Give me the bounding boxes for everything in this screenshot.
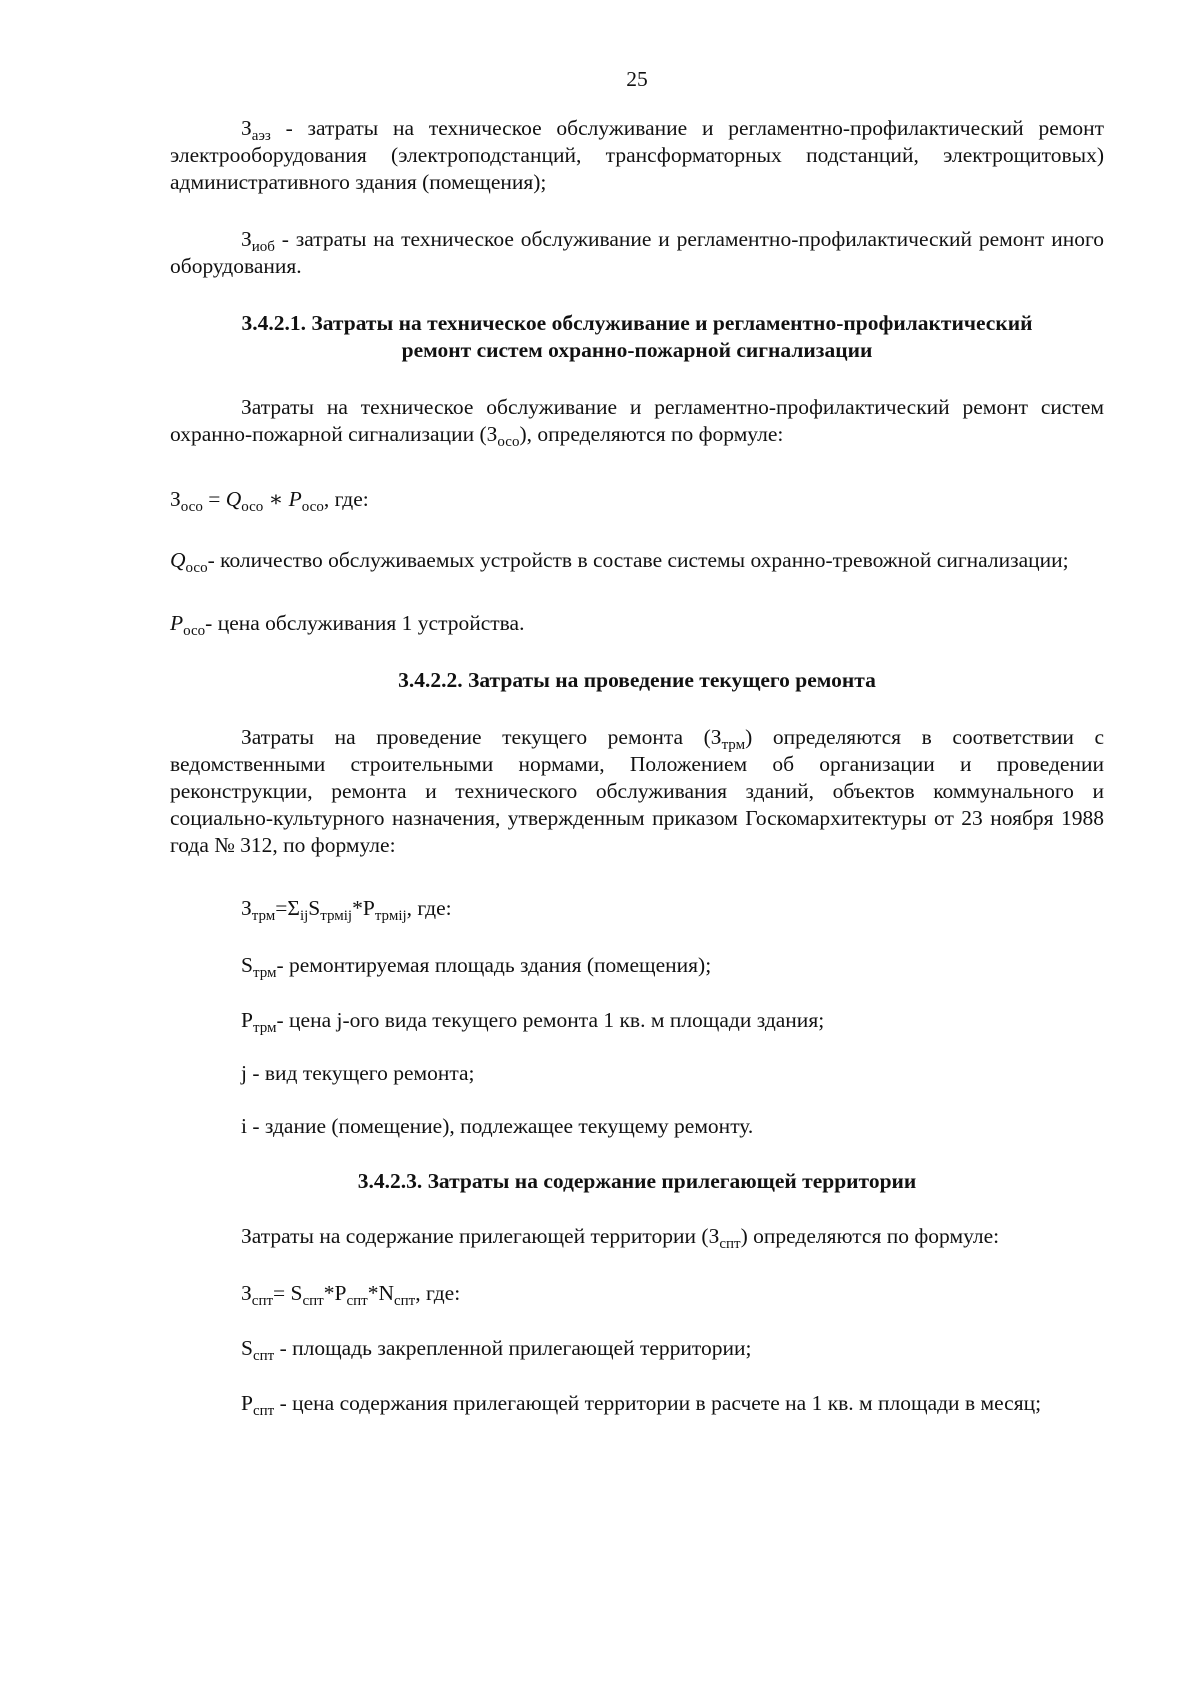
definition-text: - затраты на техническое обслуживание и регламентно-профилактический ремонт иного оборудования. xyxy=(170,227,1104,278)
heading-line: 3.4.2.1. Затраты на техническое обслуживание и регламентно-профилактический xyxy=(241,311,1033,335)
formula-part: *P xyxy=(323,1281,347,1305)
formula-subscript: осо xyxy=(241,499,264,515)
section-heading-3-4-2-2: 3.4.2.2. Затраты на проведение текущего ремонта xyxy=(398,668,876,692)
symbol: З xyxy=(708,1224,720,1248)
symbol-subscript: спт xyxy=(719,1236,741,1252)
definition-text: - цена содержания прилегающей территории в расчете на 1 кв. м площади в месяц; xyxy=(274,1391,1042,1415)
symbol-subscript: трм xyxy=(252,965,277,981)
definition-text: - площадь закрепленной прилегающей территории; xyxy=(274,1336,752,1360)
paragraph-text: Затраты на техническое обслуживание и регламентно-профилактический ремонт систем охранно-пожарной сигнализации ( xyxy=(170,395,1104,446)
definition-text: - затраты на техническое обслуживание и регламентно-профилактический ремонт электрооборудования (электроподстанций, трансформаторных подстанций, электрощитовых) административного здания (помещения); xyxy=(170,116,1104,194)
formula-z-oso xyxy=(170,486,1104,513)
formula-subscript: спт xyxy=(251,1293,274,1309)
formula-subscript: спт xyxy=(302,1293,324,1309)
formula-part: Q xyxy=(225,487,242,511)
symbol-subscript: осо xyxy=(185,560,208,576)
formula-part: , где: xyxy=(406,896,452,920)
symbol-subscript: трм xyxy=(252,1020,277,1036)
definition-text: - цена обслуживания 1 устройства. xyxy=(205,611,525,635)
definition-text: - цена j-ого вида текущего ремонта 1 кв. м площади здания; xyxy=(276,1008,825,1032)
formula-part: *N xyxy=(367,1281,394,1305)
paragraph-text: Затраты на содержание прилегающей территории ( xyxy=(241,1224,709,1248)
symbol: З xyxy=(486,422,498,446)
formula-part: S xyxy=(308,896,321,920)
definition-text: - количество обслуживаемых устройств в составе системы охранно-тревожной сигнализации; xyxy=(207,548,1069,572)
formula-z-trm xyxy=(170,895,1104,922)
symbol: S xyxy=(241,1336,253,1360)
symbol: S xyxy=(241,953,253,977)
paragraph-text: ), определяются по формуле: xyxy=(519,422,784,446)
formula-subscript: спт xyxy=(394,1293,416,1309)
formula-part: , где: xyxy=(415,1281,461,1305)
formula-part: = S xyxy=(273,1281,303,1305)
formula-part: P xyxy=(288,487,302,511)
symbol-subscript: спт xyxy=(252,1348,275,1364)
definition-q-oso xyxy=(170,547,1104,574)
symbol: P xyxy=(170,611,184,635)
definition-z-aez xyxy=(170,115,1104,196)
formula-z-spt xyxy=(170,1280,1104,1307)
definition-j: j - вид текущего ремонта; xyxy=(241,1061,475,1085)
paragraph-text: ) определяются по формуле: xyxy=(740,1224,1000,1248)
symbol-subscript: аэз xyxy=(251,128,271,144)
formula-part: =Σ xyxy=(275,896,300,920)
paragraph-spt-intro xyxy=(170,1223,1104,1250)
symbol: З xyxy=(241,227,252,251)
definition-i: i - здание (помещение), подлежащее текущему ремонту. xyxy=(241,1114,754,1138)
paragraph-oso-intro xyxy=(170,394,1104,448)
section-heading-3-4-2-3: 3.4.2.3. Затраты на содержание прилегающей территории xyxy=(357,1169,917,1193)
formula-part: ∗ xyxy=(263,487,289,511)
symbol: Q xyxy=(170,548,186,572)
symbol-subscript: иоб xyxy=(251,239,275,255)
formula-subscript: трм xyxy=(251,908,276,924)
definition-p-trm xyxy=(170,1007,1104,1034)
paragraph-trm-intro xyxy=(170,724,1104,859)
formula-subscript: осо xyxy=(301,499,324,515)
definition-s-spt xyxy=(170,1335,1104,1362)
formula-part: = xyxy=(202,487,226,511)
symbol-subscript: трм xyxy=(721,737,746,753)
formula-part: З xyxy=(241,1281,252,1305)
definition-s-trm xyxy=(170,952,1104,979)
symbol-subscript: осо xyxy=(183,623,206,639)
definition-z-iob xyxy=(170,226,1104,280)
definition-p-oso xyxy=(170,610,1104,637)
formula-subscript: трмij xyxy=(374,908,407,924)
symbol: P xyxy=(241,1008,253,1032)
section-heading-3-4-2-1 xyxy=(170,310,1104,364)
definition-text: - ремонтируемая площадь здания (помещения); xyxy=(276,953,712,977)
symbol: P xyxy=(241,1391,253,1415)
formula-subscript: осо xyxy=(180,499,203,515)
page-number: 25 xyxy=(626,67,648,91)
formula-part: *P xyxy=(352,896,375,920)
formula-subscript: спт xyxy=(346,1293,368,1309)
formula-subscript: ij xyxy=(299,908,309,924)
definition-p-spt xyxy=(170,1390,1104,1417)
symbol: З xyxy=(241,116,252,140)
heading-line: ремонт систем охранно-пожарной сигнализации xyxy=(401,338,873,362)
paragraph-text: ) определяются в соответствии с ведомственными строительными нормами, Положением об организации и проведении реконструкции, ремонта и технического обслуживания зданий, объектов коммунального и социально-культурного назначения, утвержденным приказом Госкомархитектуры от 23 ноября 1988 года № 312, по формуле: xyxy=(170,725,1104,857)
formula-part: , где: xyxy=(323,487,369,511)
formula-part: З xyxy=(170,487,181,511)
paragraph-text: Затраты на проведение текущего ремонта ( xyxy=(241,725,711,749)
formula-subscript: трмij xyxy=(320,908,353,924)
formula-part: З xyxy=(241,896,252,920)
symbol-subscript: осо xyxy=(497,434,520,450)
symbol: З xyxy=(710,725,722,749)
symbol-subscript: спт xyxy=(252,1403,275,1419)
